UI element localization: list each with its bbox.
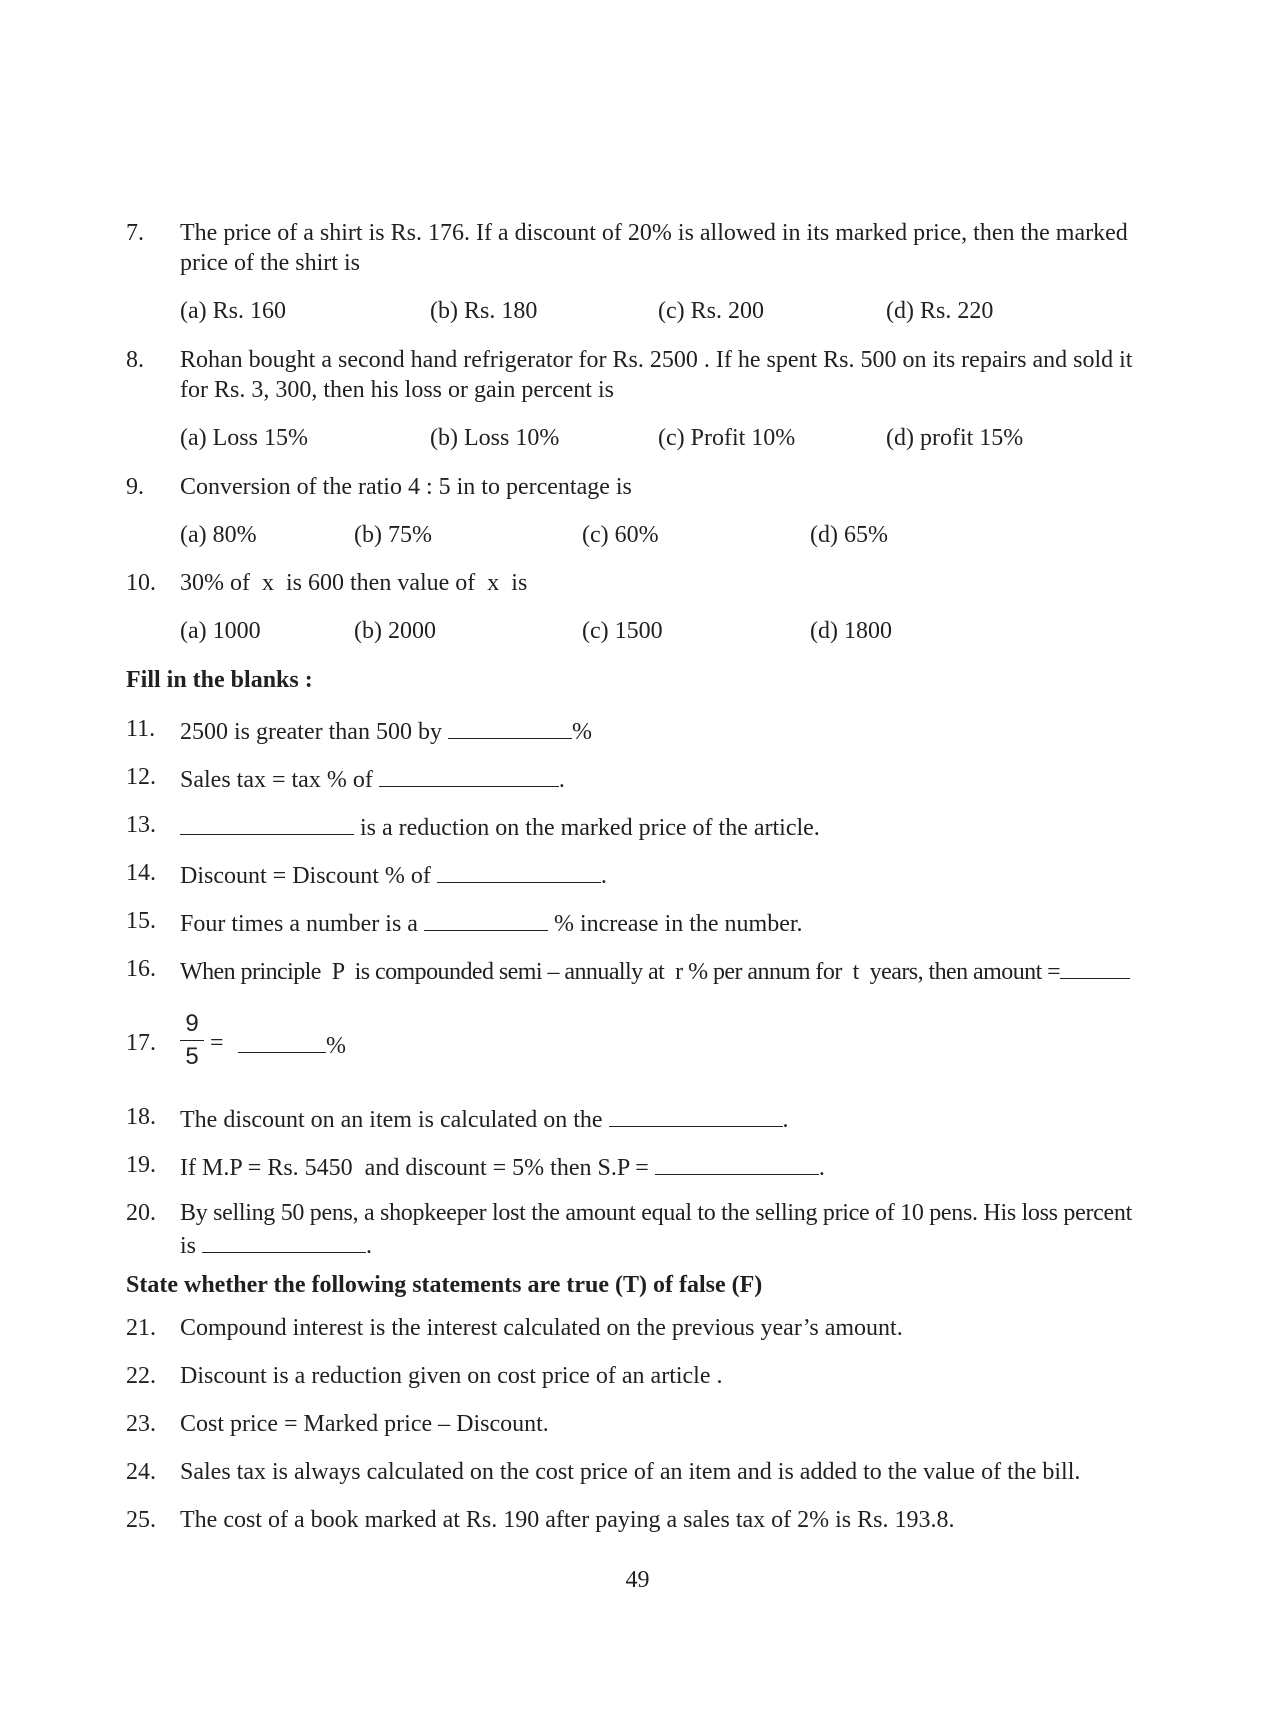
question-text: price of the shirt is <box>180 250 360 276</box>
question-text: If M.P = Rs. 5450 and discount = 5% then S.P = . <box>180 1152 825 1182</box>
question-text: By selling 50 pens, a shopkeeper lost the amount equal to the selling price of 10 pens. His loss percent <box>180 1200 1132 1226</box>
option-b: (b) 2000 <box>354 618 436 644</box>
statement-text: Sales tax is always calculated on the cost price of an item and is added to the value of the bill. <box>180 1459 1081 1485</box>
question-number: 19. <box>126 1152 156 1178</box>
option-c: (c) Rs. 200 <box>658 298 764 324</box>
equals-sign: = <box>210 1030 224 1056</box>
question-number: 17. <box>126 1030 156 1056</box>
question-number: 22. <box>126 1363 156 1389</box>
option-c: (c) 1500 <box>582 618 663 644</box>
option-a: (a) 80% <box>180 522 257 548</box>
option-c: (c) Profit 10% <box>658 425 796 451</box>
option-d: (d) 65% <box>810 522 888 548</box>
fraction-numerator: 9 <box>185 1010 199 1037</box>
question-number: 9. <box>126 474 144 500</box>
answer-blank[interactable] <box>609 1104 783 1127</box>
answer-blank[interactable] <box>448 716 572 739</box>
answer-blank[interactable] <box>437 860 601 883</box>
question-number: 13. <box>126 812 156 838</box>
question-text: 2500 is greater than 500 by % <box>180 716 592 746</box>
question-text: The price of a shirt is Rs. 176. If a discount of 20% is allowed in its marked price, then the marked <box>180 220 1128 246</box>
question-text: Rohan bought a second hand refrigerator for Rs. 2500 . If he spent Rs. 500 on its repairs and sold it <box>180 347 1133 373</box>
question-number: 20. <box>126 1200 156 1226</box>
question-number: 14. <box>126 860 156 886</box>
answer-blank[interactable] <box>424 908 548 931</box>
option-d: (d) Rs. 220 <box>886 298 994 324</box>
question-text: % <box>238 1030 346 1060</box>
question-number: 24. <box>126 1459 156 1485</box>
question-number: 23. <box>126 1411 156 1437</box>
answer-blank[interactable] <box>202 1230 366 1253</box>
question-number: 15. <box>126 908 156 934</box>
question-number: 10. <box>126 570 156 596</box>
answer-blank[interactable] <box>1060 956 1130 979</box>
question-number: 11. <box>126 716 156 742</box>
question-number: 18. <box>126 1104 156 1130</box>
section-heading-true-false: State whether the following statements are true (T) of false (F) <box>126 1272 763 1298</box>
question-text: Discount = Discount % of . <box>180 860 607 890</box>
question-number: 16. <box>126 956 156 982</box>
option-a: (a) Loss 15% <box>180 425 308 451</box>
question-text: is a reduction on the marked price of the article. <box>180 812 820 842</box>
option-b: (b) Rs. 180 <box>430 298 538 324</box>
fraction-bar <box>180 1040 204 1041</box>
question-number: 8. <box>126 347 144 373</box>
statement-text: Discount is a reduction given on cost price of an article . <box>180 1363 723 1389</box>
question-text: for Rs. 3, 300, then his loss or gain percent is <box>180 377 614 403</box>
answer-blank[interactable] <box>655 1152 819 1175</box>
section-heading-fill-blanks: Fill in the blanks : <box>126 667 313 693</box>
fraction <box>180 1010 204 1071</box>
question-text: Sales tax = tax % of . <box>180 764 565 794</box>
question-number: 12. <box>126 764 156 790</box>
question-text: When principle P is compounded semi – annually at r % per annum for t years, then amount = <box>180 956 1130 986</box>
question-text: 30% of x is 600 then value of x is <box>180 570 528 596</box>
option-a: (a) Rs. 160 <box>180 298 286 324</box>
question-number: 25. <box>126 1507 156 1533</box>
option-a: (a) 1000 <box>180 618 261 644</box>
answer-blank[interactable] <box>180 812 354 835</box>
option-d: (d) profit 15% <box>886 425 1024 451</box>
statement-text: Compound interest is the interest calculated on the previous year’s amount. <box>180 1315 903 1341</box>
answer-blank[interactable] <box>238 1030 326 1053</box>
statement-text: Cost price = Marked price – Discount. <box>180 1411 549 1437</box>
question-text: The discount on an item is calculated on the . <box>180 1104 789 1134</box>
question-number: 7. <box>126 220 144 246</box>
question-number: 21. <box>126 1315 156 1341</box>
answer-blank[interactable] <box>379 764 559 787</box>
page-number: 49 <box>625 1567 650 1593</box>
option-c: (c) 60% <box>582 522 659 548</box>
option-b: (b) 75% <box>354 522 432 548</box>
question-text: is . <box>180 1230 372 1260</box>
question-text: Four times a number is a % increase in the number. <box>180 908 803 938</box>
option-b: (b) Loss 10% <box>430 425 560 451</box>
statement-text: The cost of a book marked at Rs. 190 after paying a sales tax of 2% is Rs. 193.8. <box>180 1507 955 1533</box>
fraction-denominator: 5 <box>185 1043 199 1070</box>
option-d: (d) 1800 <box>810 618 892 644</box>
question-text: Conversion of the ratio 4 : 5 in to percentage is <box>180 474 632 500</box>
